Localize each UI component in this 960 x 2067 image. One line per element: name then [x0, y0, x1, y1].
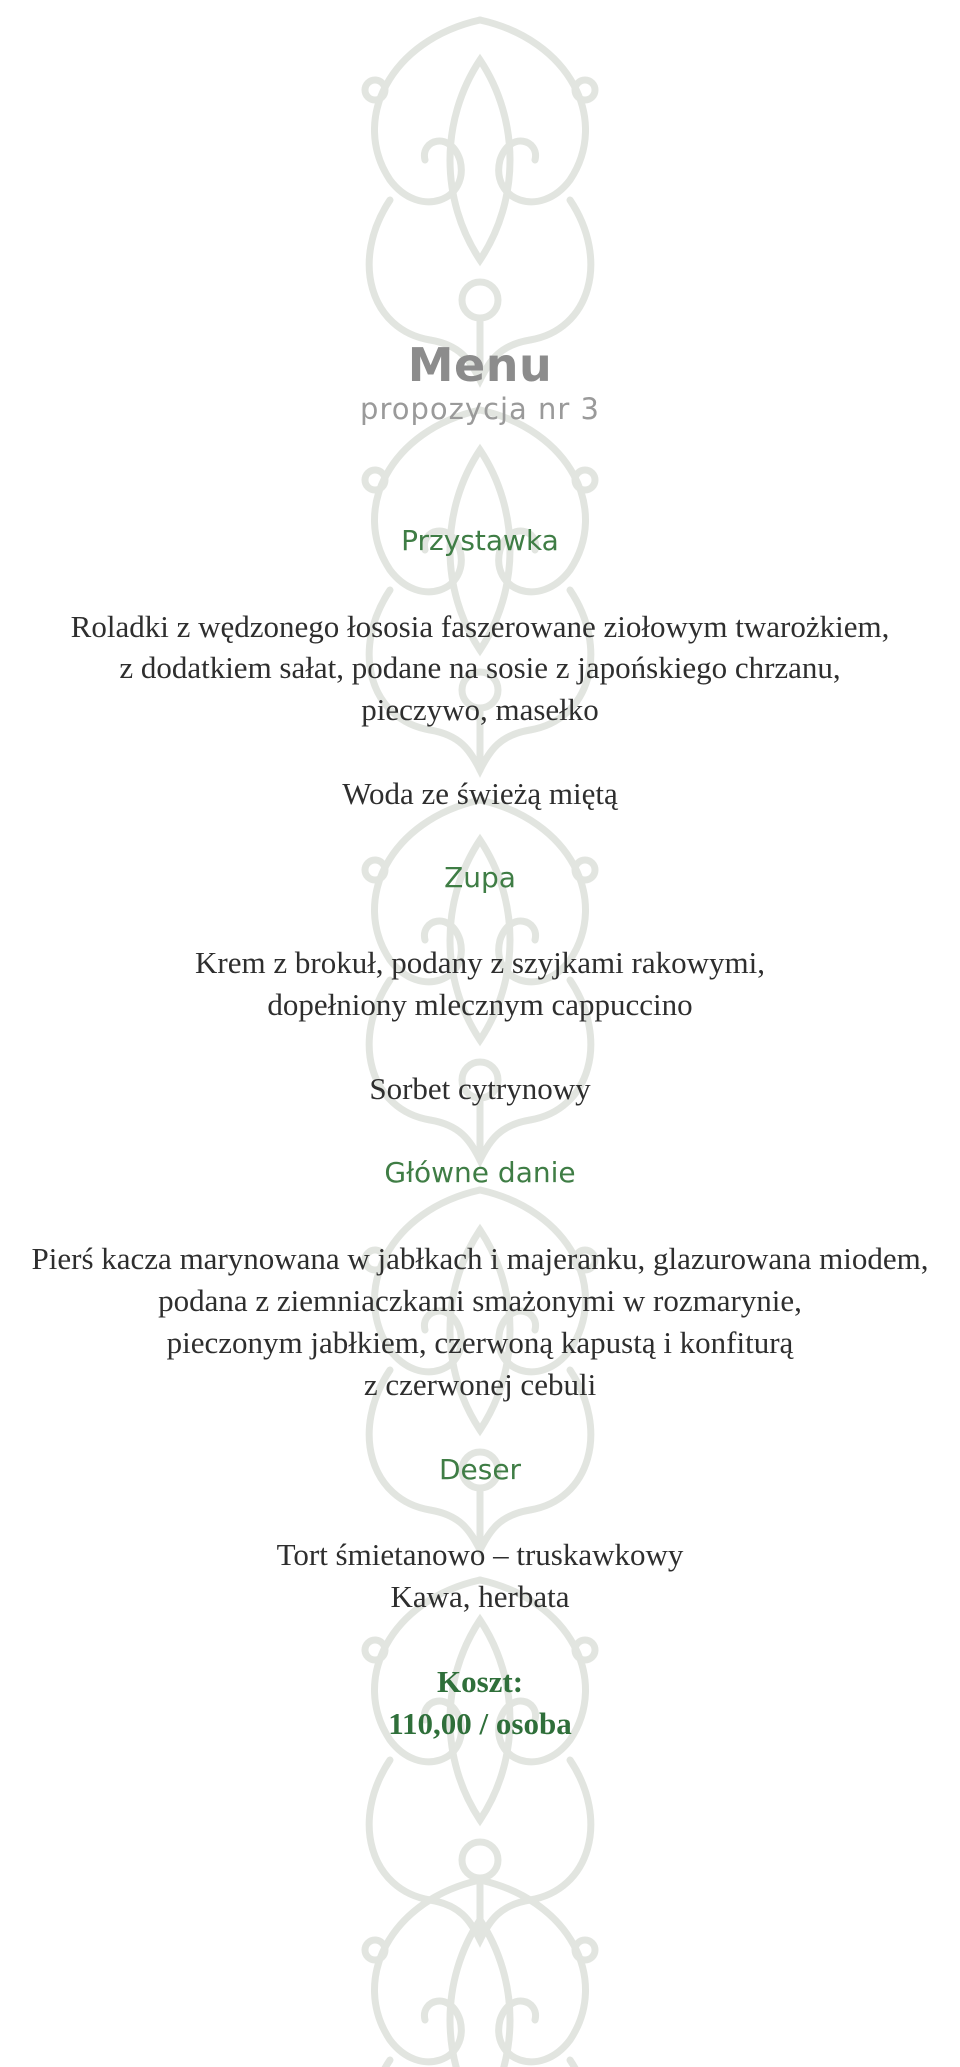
main-line: podana z ziemniaczkami smażonymi w rozmarynie, [158, 1283, 802, 1318]
dessert-line: Tort śmietanowo – truskawkowy [276, 1537, 684, 1572]
section-heading-soup: Zupa [444, 861, 516, 894]
dessert-line: Kawa, herbata [390, 1579, 570, 1614]
starter-line: z dodatkiem sałat, podane na sosie z japońskiego chrzanu, [119, 650, 841, 685]
soup-line: dopełniony mlecznym cappuccino [267, 987, 693, 1022]
starter-line: pieczywo, masełko [361, 692, 599, 727]
menu-title: Menu [407, 338, 553, 392]
section-heading-starter: Przystawka [401, 524, 559, 557]
main-line: Pierś kacza marynowana w jabłkach i majeranku, glazurowana miodem, [31, 1241, 929, 1276]
section-heading-dessert: Deser [438, 1453, 522, 1486]
soup-line: Krem z brokuł, podany z szyjkami rakowymi, [195, 945, 765, 980]
soup-extra: Sorbet cytrynowy [369, 1071, 591, 1106]
section-heading-main: Główne danie [384, 1156, 576, 1189]
menu-subtitle: propozycja nr 3 [360, 392, 600, 426]
starter-line: Roladki z wędzonego łososia faszerowane ziołowym twarożkiem, [70, 609, 890, 644]
main-line: pieczonym jabłkiem, czerwoną kapustą i konfiturą [166, 1325, 794, 1360]
main-line: z czerwonej cebuli [363, 1367, 597, 1402]
price-value: 110,00 / osoba [388, 1706, 572, 1741]
starter-extra: Woda ze świeżą miętą [342, 776, 618, 811]
price-label: Koszt: [436, 1664, 524, 1699]
